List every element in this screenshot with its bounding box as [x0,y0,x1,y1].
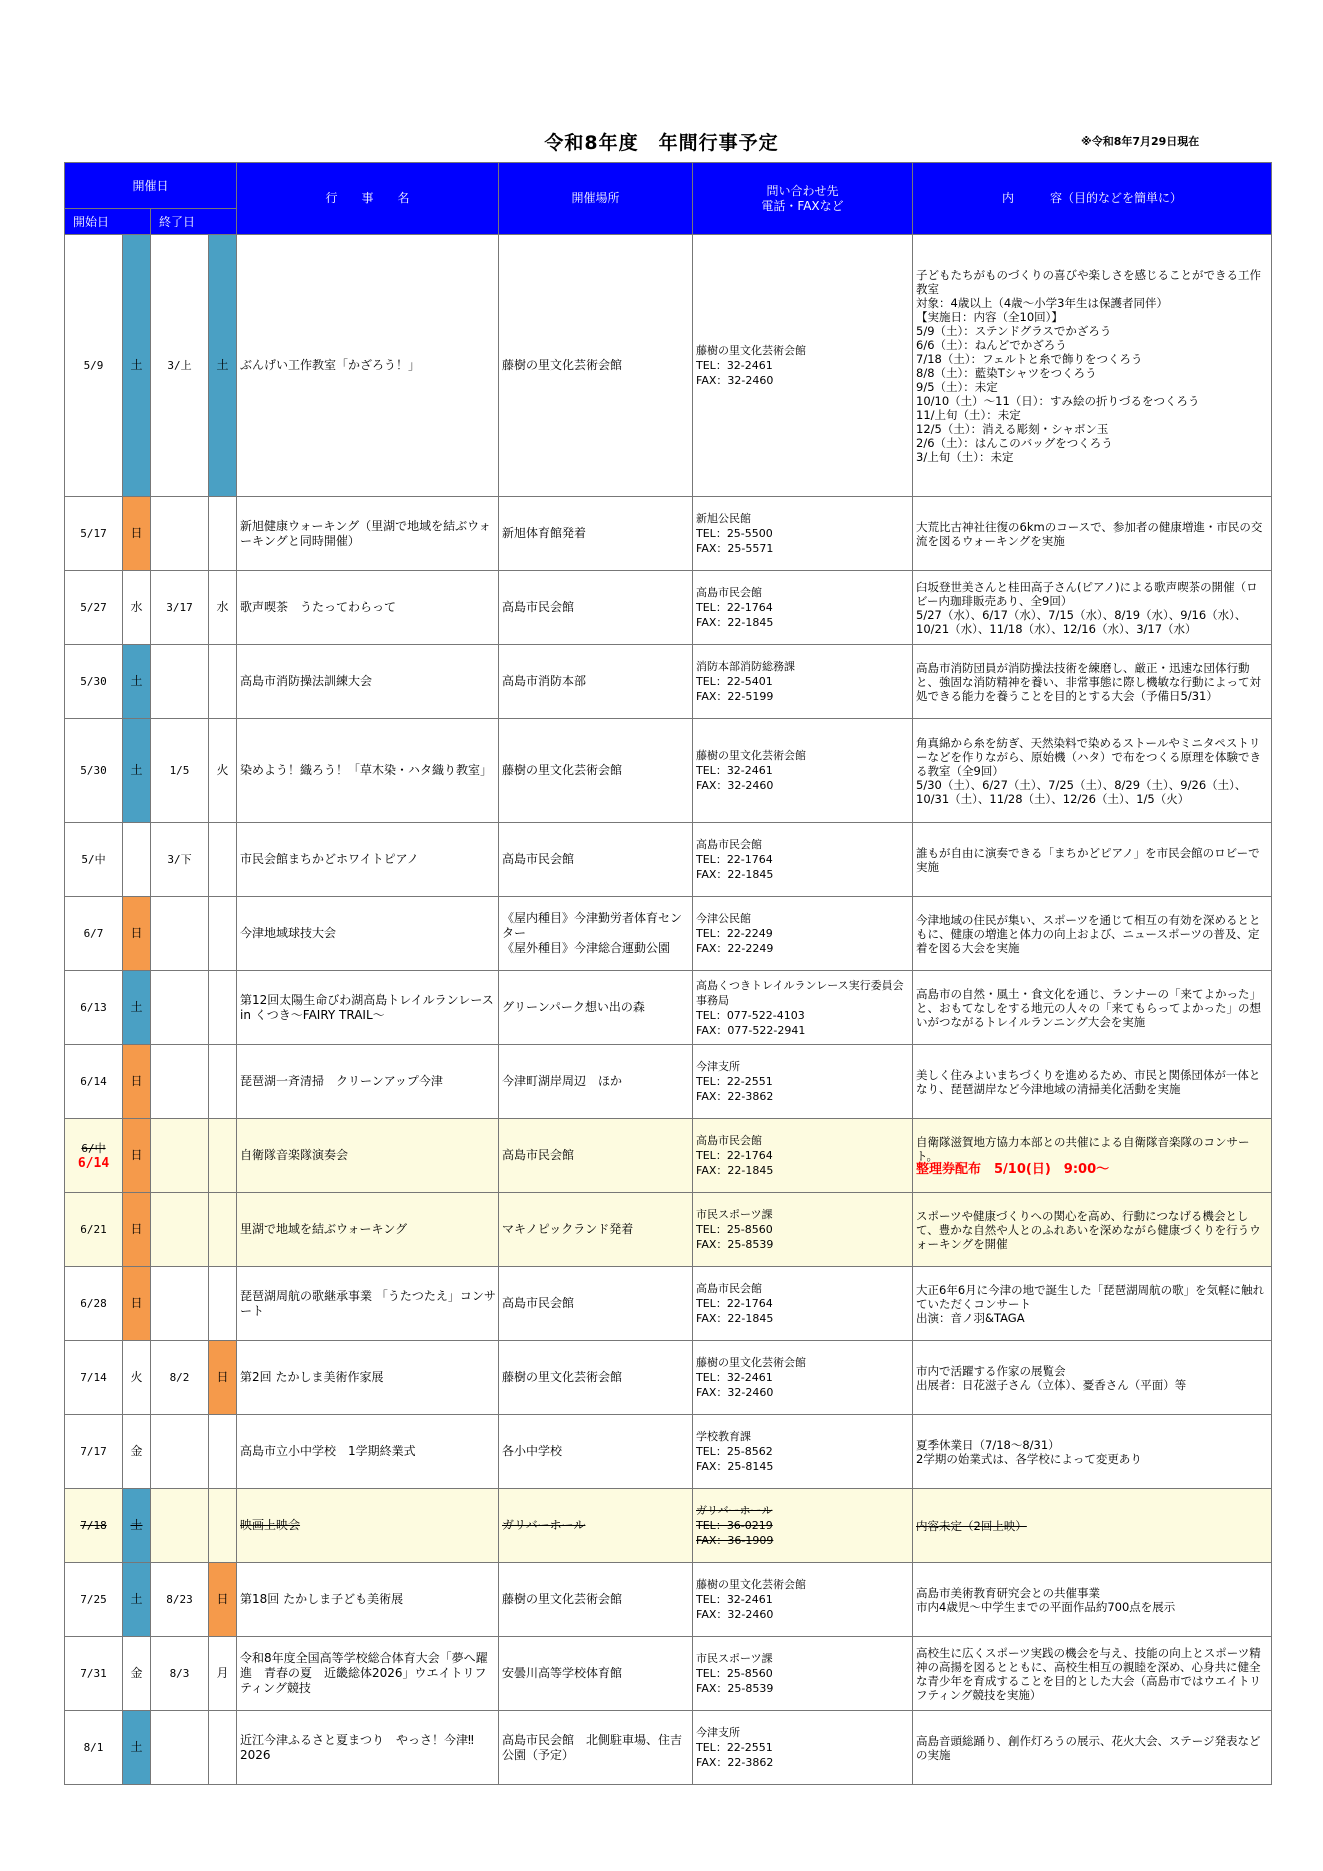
start-date-cell: 6/28 [65,1267,123,1341]
event-name-cell: 高島市消防操法訓練大会 [237,645,499,719]
start-weekday-cell: 土 [123,645,151,719]
start-weekday-cell: 土 [123,235,151,497]
events-table [64,162,1272,1785]
contact-cell: 藤樹の里文化芸術会館 TEL：32-2461 FAX：32-2460 [693,1563,913,1637]
header-event: 行 事 名 [237,163,499,235]
contact-cell: 今津支所 TEL：22-2551 FAX：22-3862 [693,1711,913,1785]
contact-cell: 高島市民会館 TEL：22-1764 FAX：22-1845 [693,823,913,897]
end-date-cell: 1/5 [151,719,209,823]
contact-cell: 今津支所 TEL：22-2551 FAX：22-3862 [693,1045,913,1119]
table-row [65,1045,1272,1119]
content-cell: 夏季休業日（7/18～8/31） 2学期の始業式は、各学校によって変更あり [913,1415,1272,1489]
start-date-cell: 6/21 [65,1193,123,1267]
end-weekday-cell [209,1119,237,1193]
start-date-cell: 6/7 [65,897,123,971]
start-date-cell: 5/中 [65,823,123,897]
place-cell: 高島市民会館 北側駐車場、住吉公園（予定） [499,1711,693,1785]
end-date-cell [151,1711,209,1785]
event-name-cell: 市民会館まちかどホワイトピアノ [237,823,499,897]
start-weekday-cell: 日 [123,1267,151,1341]
start-weekday-cell: 水 [123,571,151,645]
table-row [65,235,1272,497]
start-date-cell: 5/30 [65,645,123,719]
place-cell: 高島市民会館 [499,823,693,897]
start-weekday-cell: 日 [123,1119,151,1193]
place-cell: 新旭体育館発着 [499,497,693,571]
end-weekday-cell [209,645,237,719]
contact-cell: 新旭公民館 TEL：25-5500 FAX：25-5571 [693,497,913,571]
contact-cell: 市民スポーツ課 TEL：25-8560 FAX：25-8539 [693,1193,913,1267]
contact-cell: 高島くつきトレイルランレース実行委員会事務局 TEL：077-522-4103 FAX：077-522-2941 [693,971,913,1045]
end-date-cell: 8/3 [151,1637,209,1711]
end-weekday-cell [209,823,237,897]
end-date-cell: 3/17 [151,571,209,645]
content-cell: 高島市の自然・風土・食文化を通じ、ランナーの「来てよかった」と、おもてなしをする地元の人々の「来てもらってよかった」の想いがつながるトレイルランニング大会を実施 [913,971,1272,1045]
start-date-cell: 7/25 [65,1563,123,1637]
content-cell: 大荒比古神社往復の6kmのコースで、参加者の健康増進・市民の交流を図るウォーキングを実施 [913,497,1272,571]
content-cell: 今津地域の住民が集い、スポーツを通じて相互の有効を深めるとともに、健康の増進と体力の向上および、ニュースポーツの普及、定着を図る大会を実施 [913,897,1272,971]
header-place: 開催場所 [499,163,693,235]
event-name-cell: 琵琶湖一斉清掃 クリーンアップ今津 [237,1045,499,1119]
header-start: 開始日 [65,209,151,235]
table-row [65,1711,1272,1785]
contact-cell: 消防本部消防総務課 TEL：22-5401 FAX：22-5199 [693,645,913,719]
content-cell: スポーツや健康づくりへの関心を高め、行動につなげる機会として、豊かな自然や人とのふれあいを深めながら健康づくりを行うウォーキングを開催 [913,1193,1272,1267]
event-name-cell: 令和8年度全国高等学校総合体育大会「夢へ躍進 青春の夏 近畿総体2026」ウエイトリフティング競技 [237,1637,499,1711]
place-cell: 各小中学校 [499,1415,693,1489]
table-row [65,719,1272,823]
content-cell: 臼坂登世美さんと桂田高子さん(ピアノ)による歌声喫茶の開催（ロビー内珈琲販売あり、全9回） 5/27（水）、6/17（水）、7/15（水）、8/19（水）、9/16（水）、10/21（水）、11/18（水）、12/16（水）、3/17（水） [913,571,1272,645]
start-date-cell: 5/27 [65,571,123,645]
event-name-cell: 第2回 たかしま美術作家展 [237,1341,499,1415]
content-cell: 美しく住みよいまちづくりを進めるため、市民と関係団体が一体となり、琵琶湖岸など今津地域の清掃美化活動を実施 [913,1045,1272,1119]
start-date-cell: 6/13 [65,971,123,1045]
end-weekday-cell [209,1193,237,1267]
header-end: 終了日 [151,209,237,235]
start-weekday-cell: 土 [123,719,151,823]
content-cell: 高校生に広くスポーツ実践の機会を与え、技能の向上とスポーツ精神の高揚を図るとともに、高校生相互の親睦を深め、心身共に健全な青少年を育成することを目的とした大会（高島市ではウエイトリフティング競技を実施） [913,1637,1272,1711]
header-contact: 問い合わせ先 電話・FAXなど [693,163,913,235]
start-date-cell: 5/30 [65,719,123,823]
event-name-cell: 近江今津ふるさと夏まつり やっさ！今津‼ 2026 [237,1711,499,1785]
start-date-cell [65,1119,123,1193]
start-date-cell: 7/31 [65,1637,123,1711]
table-row [65,497,1272,571]
start-weekday-cell: 土 [123,1563,151,1637]
content-cell: 高島市美術教育研究会との共催事業 市内4歳児～中学生までの平面作品約700点を展示 [913,1563,1272,1637]
event-name-cell: 今津地域球技大会 [237,897,499,971]
event-name-cell: 歌声喫茶 うたってわらって [237,571,499,645]
place-cell: 今津町湖岸周辺 ほか [499,1045,693,1119]
start-date-cell: 7/14 [65,1341,123,1415]
events-body [65,235,1272,1785]
end-weekday-cell [209,1267,237,1341]
end-date-cell [151,1267,209,1341]
table-row [65,1341,1272,1415]
end-date-cell [151,497,209,571]
start-weekday-cell: 日 [123,1193,151,1267]
start-weekday-cell: 土 [123,1711,151,1785]
contact-cell: ガリバーホール TEL：36-0219 FAX：36-1909 [693,1489,913,1563]
content-text: 自衛隊滋賀地方協力本部との共催による自衛隊音楽隊のコンサート。 [916,1134,1250,1163]
start-weekday-cell [123,823,151,897]
contact-cell: 藤樹の里文化芸術会館 TEL：32-2461 FAX：32-2460 [693,235,913,497]
header-date-group: 開催日 [65,163,237,209]
contact-cell: 高島市民会館 TEL：22-1764 FAX：22-1845 [693,1119,913,1193]
place-cell: 藤樹の里文化芸術会館 [499,1563,693,1637]
page-title: 令和8年度 年間行事予定 [544,132,779,154]
start-date-cell: 7/17 [65,1415,123,1489]
place-cell: 藤樹の里文化芸術会館 [499,235,693,497]
start-date-cell: 5/17 [65,497,123,571]
end-weekday-cell: 月 [209,1637,237,1711]
start-weekday-cell: 土 [123,1489,151,1563]
place-cell: 藤樹の里文化芸術会館 [499,719,693,823]
end-weekday-cell [209,1711,237,1785]
place-cell: 高島市民会館 [499,1267,693,1341]
content-cell: 市内で活躍する作家の展覧会 出展者：日花滋子さん（立体）、憂香さん（平面）等 [913,1341,1272,1415]
event-name-cell: 新旭健康ウォーキング（里湖で地域を結ぶウォーキングと同時開催） [237,497,499,571]
end-weekday-cell [209,1415,237,1489]
table-row [65,1563,1272,1637]
end-date-cell [151,971,209,1045]
ticket-note: 整理券配布 5/10(日) 9:00～ [916,1161,1110,1177]
place-cell: 藤樹の里文化芸術会館 [499,1341,693,1415]
table-row [65,1193,1272,1267]
content-cell [913,1119,1272,1193]
as-of-date: ※令和8年7月29日現在 [1081,135,1200,148]
start-weekday-cell: 火 [123,1341,151,1415]
table-row [65,1119,1272,1193]
contact-cell: 高島市民会館 TEL：22-1764 FAX：22-1845 [693,1267,913,1341]
place-cell: 高島市民会館 [499,571,693,645]
table-row [65,1637,1272,1711]
event-name-cell: 里湖で地域を結ぶウォーキング [237,1193,499,1267]
start-weekday-cell: 日 [123,497,151,571]
event-name-cell: 琵琶湖周航の歌継承事業 「うたつたえ」コンサート [237,1267,499,1341]
content-cell: 子どもたちがものづくりの喜びや楽しさを感じることができる工作教室 対象：4歳以上（4歳～小学3年生は保護者同伴） 【実施日：内容（全10回）】 5/9（土）：ステンドグラスでかざろう 6/6（土）：ねんどでかざろう 7/18（土）：フェルトと糸で飾りをつくろう 8/8（土）：藍染Tシャツをつくろう 9/5（土）：未定 10/10（土）～11（日）：すみ絵の折りづるをつくろう 11/上旬（土）：未定 12/5（土）：消える彫刻・シャボン玉 2/6（土）：はんこのバッグをつくろう 3/上旬（土）：未定 [913,235,1272,497]
event-name-cell: 高島市立小中学校 1学期終業式 [237,1415,499,1489]
end-weekday-cell [209,897,237,971]
end-weekday-cell [209,1489,237,1563]
table-row [65,1415,1272,1489]
start-weekday-cell: 日 [123,897,151,971]
end-date-cell [151,645,209,719]
table-row [65,571,1272,645]
end-weekday-cell: 日 [209,1563,237,1637]
end-date-cell [151,897,209,971]
header-content: 内 容（目的などを簡単に） [913,163,1272,235]
end-date-cell [151,1415,209,1489]
start-date-cell: 8/1 [65,1711,123,1785]
start-date-cell: 6/14 [65,1045,123,1119]
table-row [65,1489,1272,1563]
place-cell: ガリバーホール [499,1489,693,1563]
end-date-cell: 8/23 [151,1563,209,1637]
contact-cell: 学校教育課 TEL：25-8562 FAX：25-8145 [693,1415,913,1489]
content-cell: 角真綿から糸を紡ぎ、天然染料で染めるストールやミニタペストリーなどを作りながら、原始機（ハタ）で布をつくる原理を体験できる教室（全9回） 5/30（土）、6/27（土）、7/25（土）、8/29（土）、9/26（土）、10/31（土）、11/28（土）、12/26（土）、1/5（火） [913,719,1272,823]
end-date-cell: 3/下 [151,823,209,897]
start-date-cell: 5/9 [65,235,123,497]
place-cell: 高島市民会館 [499,1119,693,1193]
event-name-cell: 映画上映会 [237,1489,499,1563]
contact-cell: 今津公民館 TEL：22-2249 FAX：22-2249 [693,897,913,971]
event-name-cell: 自衛隊音楽隊演奏会 [237,1119,499,1193]
table-row [65,971,1272,1045]
event-name-cell: 第18回 たかしま子ども美術展 [237,1563,499,1637]
old-start-date: 6/中 [81,1141,106,1155]
event-name-cell: ぶんげい工作教室「かざろう！」 [237,235,499,497]
content-cell: 内容未定（2回上映） [913,1489,1272,1563]
content-cell: 高島市消防団員が消防操法技術を練磨し、厳正・迅速な団体行動と、強固な消防精神を養い、非常事態に際し機敏な行動によって対処できる能力を養うことを目的とする大会（予備日5/31） [913,645,1272,719]
start-weekday-cell: 金 [123,1637,151,1711]
place-cell: 高島市消防本部 [499,645,693,719]
start-weekday-cell: 金 [123,1415,151,1489]
start-date-cell: 7/18 [65,1489,123,1563]
place-cell: 安曇川高等学校体育館 [499,1637,693,1711]
place-cell: グリーンパーク想い出の森 [499,971,693,1045]
table-row [65,823,1272,897]
end-date-cell: 3/上 [151,235,209,497]
end-weekday-cell: 水 [209,571,237,645]
contact-cell: 藤樹の里文化芸術会館 TEL：32-2461 FAX：32-2460 [693,719,913,823]
end-date-cell [151,1119,209,1193]
end-date-cell: 8/2 [151,1341,209,1415]
end-date-cell [151,1193,209,1267]
place-cell: 《屋内種目》今津勤労者体育センター 《屋外種目》今津総合運動公園 [499,897,693,971]
content-cell: 高島音頭総踊り、創作灯ろうの展示、花火大会、ステージ発表などの実施 [913,1711,1272,1785]
table-row [65,645,1272,719]
new-start-date: 6/14 [77,1155,110,1171]
end-date-cell [151,1045,209,1119]
end-weekday-cell [209,1045,237,1119]
start-weekday-cell: 日 [123,1045,151,1119]
end-weekday-cell [209,971,237,1045]
end-weekday-cell [209,497,237,571]
contact-cell: 市民スポーツ課 TEL：25-8560 FAX：25-8539 [693,1637,913,1711]
event-name-cell: 第12回太陽生命びわ湖高島トレイルランレース in くつき～FAIRY TRAIL～ [237,971,499,1045]
event-name-cell: 染めよう！織ろう！「草木染・ハタ織り教室」 [237,719,499,823]
table-row [65,897,1272,971]
table-row [65,1267,1272,1341]
contact-cell: 高島市民会館 TEL：22-1764 FAX：22-1845 [693,571,913,645]
place-cell: マキノピックランド発着 [499,1193,693,1267]
end-weekday-cell: 土 [209,235,237,497]
end-date-cell [151,1489,209,1563]
end-weekday-cell: 日 [209,1341,237,1415]
contact-cell: 藤樹の里文化芸術会館 TEL：32-2461 FAX：32-2460 [693,1341,913,1415]
content-cell: 誰もが自由に演奏できる「まちかどピアノ」を市民会館のロビーで実施 [913,823,1272,897]
end-weekday-cell: 火 [209,719,237,823]
content-cell: 大正6年6月に今津の地で誕生した「琵琶湖周航の歌」を気軽に触れていただくコンサート 出演：音ノ羽&TAGA [913,1267,1272,1341]
start-weekday-cell: 土 [123,971,151,1045]
